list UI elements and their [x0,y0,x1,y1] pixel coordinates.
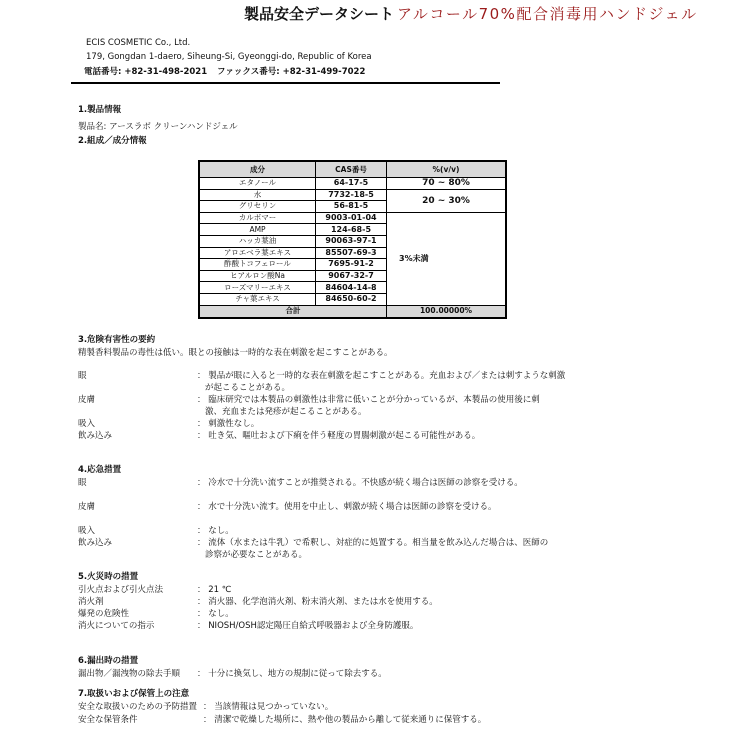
divider [71,82,500,84]
phone: 電話番号: +82-31-498-2021 [84,67,208,77]
item-value: ： なし。 [197,609,234,619]
item-label: 吸入 [78,419,96,429]
table-row [199,178,506,190]
ingredient: ハッカ葉油 [199,235,316,247]
item-value: ： NIOSH/OSH認定陽圧自給式呼吸器および全身防護服。 [197,621,419,631]
total-value: 100.00000% [387,305,507,318]
cas-number: 84604-14-8 [316,282,387,294]
item-value: ： 製品が眼に入ると一時的な表在刺激を起こすことがある。充血および／または刺すような刺激 [197,371,566,381]
item-value: が起こることがある。 [205,383,291,393]
item-value: ： 消火器、化学泡消火剤、粉末消火剤、または水を使用する。 [197,597,438,607]
item-value: ： 十分に換気し、地方の規制に従って除去する。 [197,669,387,679]
item-value: ： 冷水で十分洗い流すことが推奨される。不快感が続く場合は医師の診察を受ける。 [197,478,523,488]
item-label: 漏出物／漏洩物の除去手順 [78,669,181,679]
section-heading: 1.製品情報 [78,105,122,115]
ingredient: アロエベラ葉エキス [199,247,316,259]
col-header: %(v/v) [387,161,507,178]
ingredient: ヒアルロン酸Na [199,270,316,282]
item-value: 激、充血または発疹が起こることがある。 [205,407,367,417]
col-header: 成分 [199,161,316,178]
ingredient: グリセリン [199,201,316,213]
total-label: 合計 [199,305,387,318]
item-label: 爆発の危険性 [78,609,130,619]
item-value: ： 水で十分洗い流す。使用を中止し、刺激が続く場合は医師の診察を受ける。 [197,502,497,512]
item-value: ： 21 ℃ [197,585,232,595]
cas-number: 7695-91-2 [316,259,387,271]
item-value: ： 清潔で乾燥した場所に、熱や他の製品から離して従来通りに保管する。 [203,715,487,725]
cas-number: 124-68-5 [316,224,387,236]
product-name: 製品名: アースラボ クリーンハンドジェル [78,122,238,132]
item-label: 消火についての指示 [78,621,155,631]
col-header: CAS番号 [316,161,387,178]
item-value: 診察が必要なことがある。 [205,550,308,560]
section-heading: 6.漏出時の措置 [78,656,139,666]
cas-number: 9003-01-04 [316,212,387,224]
item-label: 吸入 [78,526,96,536]
cas-number: 90063-97-1 [316,235,387,247]
percent: 70 ~ 80% [387,178,507,190]
item-label: 飲み込み [78,431,113,441]
product-subtitle: アルコール70%配合消毒用ハンドジェル [397,5,698,23]
cas-number: 84650-60-2 [316,293,387,305]
table-row [199,212,506,224]
table-row [199,189,506,201]
item-label: 皮膚 [78,502,96,512]
cas-number: 85507-69-3 [316,247,387,259]
percent: 3%未満 [387,212,507,305]
item-value: ： 臨床研究では本製品の刺激性は非常に低いことが分かっているが、本製品の使用後に刺 [197,395,540,405]
item-label: 眼 [78,371,87,381]
ingredient: AMP [199,224,316,236]
ingredient: カルボマー [199,212,316,224]
ingredient: 酢酸トコフェロール [199,259,316,271]
item-value: ： なし。 [197,526,234,536]
section-heading: 4.応急措置 [78,465,122,475]
item-label: 皮膚 [78,395,96,405]
item-label: 飲み込み [78,538,113,548]
document-title: 製品安全データシート [244,5,395,23]
item-label: 安全な保管条件 [78,715,138,725]
cas-number: 56-81-5 [316,201,387,213]
cas-number: 64-17-5 [316,178,387,190]
composition-table [198,160,507,319]
item-label: 安全な取扱いのための予防措置 [78,702,198,712]
fax: ファックス番号: +82-31-499-7022 [217,67,366,77]
section-heading: 5.火災時の措置 [78,572,139,582]
section-heading: 2.組成／成分情報 [78,136,147,146]
item-value: ： 流体（水または牛乳）で希釈し、対症的に処置する。相当量を飲み込んだ場合は、医師の [197,538,549,548]
item-value: ： 吐き気、嘔吐および下痢を伴う軽度の胃腸刺激が起こる可能性がある。 [197,431,481,441]
item-label: 消火剤 [78,597,104,607]
section-summary: 精製香料製品の毒性は低い。眼との接触は一時的な表在刺激を起こすことがある。 [78,348,393,358]
ingredient: ローズマリーエキス [199,282,316,294]
item-value: ： 刺激性なし。 [197,419,260,429]
company-address: 179, Gongdan 1-daero, Siheung-Si, Gyeonggi-do, Republic of Korea [86,52,372,62]
ingredient: チャ葉エキス [199,293,316,305]
item-label: 眼 [78,478,87,488]
item-label: 引火点および引火点法 [78,585,164,595]
ingredient: エタノール [199,178,316,190]
ingredient: 水 [199,189,316,201]
cas-number: 7732-18-5 [316,189,387,201]
cas-number: 9067-32-7 [316,270,387,282]
company-name: ECIS COSMETIC Co., Ltd. [86,38,191,48]
item-value: ： 当該情報は見つかっていない。 [203,702,334,712]
section-heading: 7.取扱いおよび保管上の注意 [78,689,190,699]
section-heading: 3.危険有害性の要約 [78,335,156,345]
percent: 20 ~ 30% [387,189,507,212]
